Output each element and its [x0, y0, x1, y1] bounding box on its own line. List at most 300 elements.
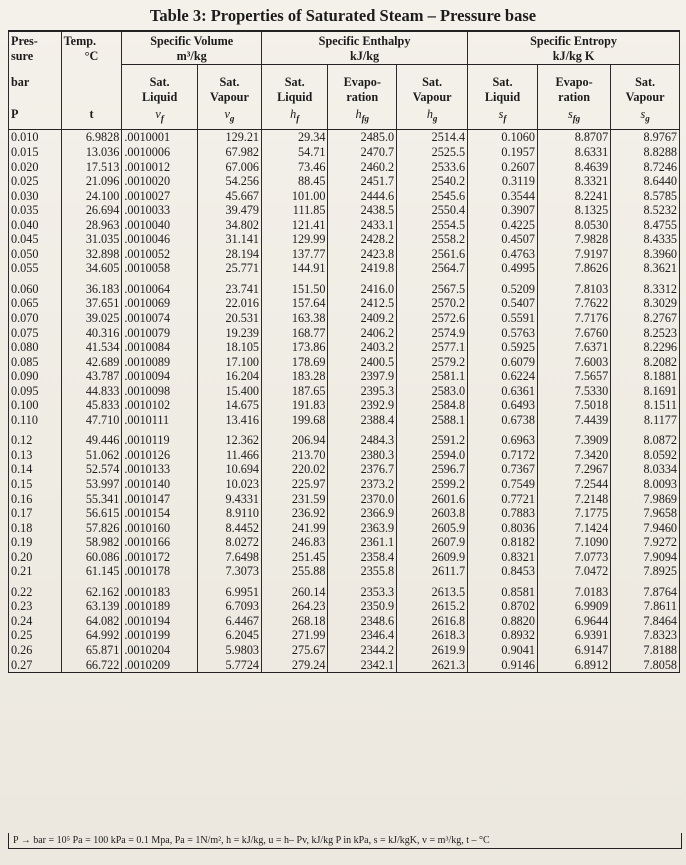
- sym-hf: $h_f$: [262, 105, 328, 130]
- sv-unit: m³/kg: [176, 49, 207, 63]
- cell-sf: 0.5209: [468, 282, 538, 297]
- table-row: [9, 521, 680, 536]
- cell-hg: 2621.3: [397, 658, 468, 673]
- cell-hg: 2525.5: [397, 145, 468, 160]
- cell-hfg: 2353.3: [328, 585, 397, 600]
- cell-hf: 178.69: [262, 355, 328, 370]
- table-row: [9, 614, 680, 629]
- cell-vg: 31.141: [197, 232, 261, 247]
- cell-t: 42.689: [61, 355, 122, 370]
- cell-sf: 0.3907: [468, 203, 538, 218]
- cell-p: 0.16: [9, 492, 62, 507]
- cell-t: 17.513: [61, 160, 122, 175]
- cell-p: 0.110: [9, 413, 62, 428]
- cell-hf: 241.99: [262, 521, 328, 536]
- cell-sf: 0.4225: [468, 218, 538, 233]
- cell-vg: 8.9110: [197, 506, 261, 521]
- cell-sfg: 8.4639: [537, 160, 610, 175]
- cell-p: 0.21: [9, 564, 62, 579]
- cell-hg: 2618.3: [397, 628, 468, 643]
- cell-hfg: 2433.1: [328, 218, 397, 233]
- cell-t: 37.651: [61, 296, 122, 311]
- cell-sfg: 7.4439: [537, 413, 610, 428]
- cell-t: 26.694: [61, 203, 122, 218]
- cell-p: 0.030: [9, 189, 62, 204]
- cell-sfg: 6.9909: [537, 599, 610, 614]
- cell-sg: 8.7246: [611, 160, 680, 175]
- cell-hf: 111.85: [262, 203, 328, 218]
- cell-hg: 2584.8: [397, 398, 468, 413]
- cell-hfg: 2348.6: [328, 614, 397, 629]
- cell-hg: 2603.8: [397, 506, 468, 521]
- se-unit: kJ/kg: [349, 49, 380, 63]
- cell-vg: 129.21: [197, 130, 261, 145]
- cell-sfg: 7.5330: [537, 384, 610, 399]
- cell-hf: 187.65: [262, 384, 328, 399]
- cell-t: 65.871: [61, 643, 122, 658]
- table-row: [9, 326, 680, 341]
- cell-vg: 8.0272: [197, 535, 261, 550]
- cell-hfg: 2423.8: [328, 247, 397, 262]
- temp-header: Temp.: [61, 31, 122, 49]
- cell-hfg: 2403.2: [328, 340, 397, 355]
- cell-hf: 168.77: [262, 326, 328, 341]
- cell-vg: 19.239: [197, 326, 261, 341]
- cell-sf: 0.5591: [468, 311, 538, 326]
- cell-sfg: 7.7176: [537, 311, 610, 326]
- sym-vf: $v_f$: [122, 105, 198, 130]
- cell-sf: 0.8182: [468, 535, 538, 550]
- cell-t: 39.025: [61, 311, 122, 326]
- table-row: [9, 585, 680, 600]
- cell-hfg: 2388.4: [328, 413, 397, 428]
- cell-vg: 13.416: [197, 413, 261, 428]
- temp-unit: °C: [61, 49, 122, 64]
- cell-sf: 0.7172: [468, 448, 538, 463]
- table-row: [9, 628, 680, 643]
- cell-sf: 0.6493: [468, 398, 538, 413]
- cell-p: 0.22: [9, 585, 62, 600]
- cell-hf: 173.86: [262, 340, 328, 355]
- cell-hf: 260.14: [262, 585, 328, 600]
- pressure-symbol: P: [9, 105, 62, 130]
- cell-p: 0.015: [9, 145, 62, 160]
- cell-t: 31.035: [61, 232, 122, 247]
- cell-sfg: 7.8626: [537, 261, 610, 276]
- cell-hf: 255.88: [262, 564, 328, 579]
- table-row: [9, 232, 680, 247]
- cell-hf: 183.28: [262, 369, 328, 384]
- cell-hf: 129.99: [262, 232, 328, 247]
- cell-hfg: 2366.9: [328, 506, 397, 521]
- table-row: [9, 355, 680, 370]
- cell-hf: 121.41: [262, 218, 328, 233]
- cell-sg: 8.0872: [611, 433, 680, 448]
- cell-vg: 5.7724: [197, 658, 261, 673]
- cell-sfg: 7.7622: [537, 296, 610, 311]
- cell-vf: .0010102: [122, 398, 198, 413]
- cell-t: 21.096: [61, 174, 122, 189]
- cell-sf: 0.9041: [468, 643, 538, 658]
- cell-sf: 0.6224: [468, 369, 538, 384]
- cell-vf: .0010172: [122, 550, 198, 565]
- cell-t: 64.992: [61, 628, 122, 643]
- cell-hfg: 2342.1: [328, 658, 397, 673]
- cell-sfg: 7.2148: [537, 492, 610, 507]
- cell-vg: 39.479: [197, 203, 261, 218]
- table-row: [9, 384, 680, 399]
- table-row: [9, 203, 680, 218]
- cell-sf: 0.5407: [468, 296, 538, 311]
- cell-t: 49.446: [61, 433, 122, 448]
- cell-t: 24.100: [61, 189, 122, 204]
- table-row: [9, 247, 680, 262]
- cell-sf: 0.6361: [468, 384, 538, 399]
- temp-symbol: t: [61, 105, 122, 130]
- cell-sf: 0.6963: [468, 433, 538, 448]
- cell-sg: 7.9094: [611, 550, 680, 565]
- cell-vg: 6.9951: [197, 585, 261, 600]
- cell-vg: 25.771: [197, 261, 261, 276]
- cell-vg: 8.4452: [197, 521, 261, 536]
- cell-p: 0.070: [9, 311, 62, 326]
- cell-t: 62.162: [61, 585, 122, 600]
- cell-vf: .0010098: [122, 384, 198, 399]
- cell-sg: 7.9272: [611, 535, 680, 550]
- cell-hg: 2514.4: [397, 130, 468, 145]
- cell-sg: 8.3312: [611, 282, 680, 297]
- cell-sg: 8.0093: [611, 477, 680, 492]
- cell-hfg: 2451.7: [328, 174, 397, 189]
- cell-sfg: 7.1090: [537, 535, 610, 550]
- cell-hfg: 2397.9: [328, 369, 397, 384]
- cell-vg: 10.023: [197, 477, 261, 492]
- table-row: [9, 130, 680, 145]
- cell-sf: 0.3119: [468, 174, 538, 189]
- cell-hg: 2574.9: [397, 326, 468, 341]
- cell-t: 34.605: [61, 261, 122, 276]
- cell-sf: 0.4763: [468, 247, 538, 262]
- table-row: [9, 296, 680, 311]
- cell-sf: 0.1060: [468, 130, 538, 145]
- cell-sf: 0.8932: [468, 628, 538, 643]
- cell-hfg: 2370.0: [328, 492, 397, 507]
- cell-sf: 0.8321: [468, 550, 538, 565]
- cell-sg: 8.2523: [611, 326, 680, 341]
- cell-p: 0.045: [9, 232, 62, 247]
- cell-vg: 18.105: [197, 340, 261, 355]
- cell-sg: 7.8323: [611, 628, 680, 643]
- cell-hg: 2596.7: [397, 462, 468, 477]
- cell-vg: 67.006: [197, 160, 261, 175]
- table-row: [9, 340, 680, 355]
- cell-vf: .0010046: [122, 232, 198, 247]
- cell-sf: 0.9146: [468, 658, 538, 673]
- cell-hfg: 2485.0: [328, 130, 397, 145]
- cell-hg: 2533.6: [397, 160, 468, 175]
- cell-hg: 2594.0: [397, 448, 468, 463]
- cell-hg: 2545.6: [397, 189, 468, 204]
- cell-hg: 2615.2: [397, 599, 468, 614]
- table-row: [9, 550, 680, 565]
- cell-hf: 73.46: [262, 160, 328, 175]
- col-sen-vapour: Sat. Vapour: [611, 65, 680, 106]
- cell-hfg: 2409.2: [328, 311, 397, 326]
- cell-sf: 0.8581: [468, 585, 538, 600]
- cell-vg: 5.9803: [197, 643, 261, 658]
- table-row: [9, 413, 680, 428]
- cell-hg: 2616.8: [397, 614, 468, 629]
- cell-p: 0.20: [9, 550, 62, 565]
- specific-entropy-header: [468, 31, 680, 65]
- cell-hf: 264.23: [262, 599, 328, 614]
- cell-vf: .0010020: [122, 174, 198, 189]
- cell-hg: 2601.6: [397, 492, 468, 507]
- table-row: [9, 311, 680, 326]
- cell-vg: 67.982: [197, 145, 261, 160]
- cell-p: 0.075: [9, 326, 62, 341]
- cell-hg: 2607.9: [397, 535, 468, 550]
- cell-p: 0.095: [9, 384, 62, 399]
- cell-hfg: 2358.4: [328, 550, 397, 565]
- cell-sfg: 8.1325: [537, 203, 610, 218]
- cell-hfg: 2376.7: [328, 462, 397, 477]
- cell-hf: 246.83: [262, 535, 328, 550]
- cell-sg: 8.2296: [611, 340, 680, 355]
- cell-sf: 0.6738: [468, 413, 538, 428]
- steam-table: [8, 30, 680, 673]
- cell-sg: 8.0334: [611, 462, 680, 477]
- cell-vg: 14.675: [197, 398, 261, 413]
- cell-vg: 17.100: [197, 355, 261, 370]
- cell-sfg: 7.2967: [537, 462, 610, 477]
- cell-hfg: 2416.0: [328, 282, 397, 297]
- sym-sg: $s_g$: [611, 105, 680, 130]
- cell-sfg: 8.8707: [537, 130, 610, 145]
- col-sen-evap: Evapo- ration: [537, 65, 610, 106]
- cell-sg: 7.8188: [611, 643, 680, 658]
- cell-hfg: 2460.2: [328, 160, 397, 175]
- sym-vg: $v_g$: [197, 105, 261, 130]
- cell-vg: 23.741: [197, 282, 261, 297]
- cell-p: 0.25: [9, 628, 62, 643]
- cell-p: 0.15: [9, 477, 62, 492]
- cell-sg: 8.5785: [611, 189, 680, 204]
- cell-hg: 2554.5: [397, 218, 468, 233]
- cell-t: 40.316: [61, 326, 122, 341]
- sen-unit: kJ/kg K: [552, 49, 595, 63]
- cell-sg: 7.8058: [611, 658, 680, 673]
- cell-p: 0.080: [9, 340, 62, 355]
- table-body: [9, 130, 680, 673]
- cell-vf: .0010154: [122, 506, 198, 521]
- cell-p: 0.27: [9, 658, 62, 673]
- cell-sfg: 7.3909: [537, 433, 610, 448]
- cell-sfg: 7.6760: [537, 326, 610, 341]
- cell-sfg: 8.6331: [537, 145, 610, 160]
- cell-vf: .0010052: [122, 247, 198, 262]
- cell-hfg: 2412.5: [328, 296, 397, 311]
- table-row: [9, 492, 680, 507]
- cell-hfg: 2444.6: [328, 189, 397, 204]
- cell-hg: 2577.1: [397, 340, 468, 355]
- cell-sfg: 7.2544: [537, 477, 610, 492]
- cell-vg: 7.3073: [197, 564, 261, 579]
- cell-hf: 29.34: [262, 130, 328, 145]
- cell-sfg: 8.2241: [537, 189, 610, 204]
- sv-title: Specific Volume: [150, 34, 234, 48]
- cell-t: 51.062: [61, 448, 122, 463]
- cell-sf: 0.7883: [468, 506, 538, 521]
- table-row: [9, 477, 680, 492]
- cell-vf: .0010160: [122, 521, 198, 536]
- cell-vf: .0010147: [122, 492, 198, 507]
- cell-hg: 2591.2: [397, 433, 468, 448]
- table-row: [9, 398, 680, 413]
- cell-t: 55.341: [61, 492, 122, 507]
- col-se-evap: Evapo- ration: [328, 65, 397, 106]
- cell-hg: 2558.2: [397, 232, 468, 247]
- cell-hfg: 2392.9: [328, 398, 397, 413]
- cell-hf: 213.70: [262, 448, 328, 463]
- cell-t: 56.615: [61, 506, 122, 521]
- pressure-unit: bar: [9, 65, 62, 106]
- cell-sf: 0.8036: [468, 521, 538, 536]
- cell-sfg: 6.9147: [537, 643, 610, 658]
- cell-vg: 54.256: [197, 174, 261, 189]
- cell-hfg: 2400.5: [328, 355, 397, 370]
- cell-vf: .0010089: [122, 355, 198, 370]
- cell-t: 43.787: [61, 369, 122, 384]
- cell-t: 63.139: [61, 599, 122, 614]
- cell-sf: 0.7367: [468, 462, 538, 477]
- cell-sg: 7.9869: [611, 492, 680, 507]
- cell-sf: 0.5763: [468, 326, 538, 341]
- cell-vg: 12.362: [197, 433, 261, 448]
- cell-sg: 8.3029: [611, 296, 680, 311]
- cell-hf: 236.92: [262, 506, 328, 521]
- cell-hf: 268.18: [262, 614, 328, 629]
- col-sen-liquid: Sat. Liquid: [468, 65, 538, 106]
- cell-sg: 8.0592: [611, 448, 680, 463]
- cell-p: 0.060: [9, 282, 62, 297]
- cell-sg: 8.1177: [611, 413, 680, 428]
- cell-sfg: 6.8912: [537, 658, 610, 673]
- cell-sf: 0.8453: [468, 564, 538, 579]
- cell-sg: 8.1881: [611, 369, 680, 384]
- col-sv-liquid: Sat. Liquid: [122, 65, 198, 106]
- cell-sfg: 8.3321: [537, 174, 610, 189]
- cell-t: 36.183: [61, 282, 122, 297]
- cell-sfg: 7.8103: [537, 282, 610, 297]
- cell-hf: 271.99: [262, 628, 328, 643]
- cell-t: 52.574: [61, 462, 122, 477]
- table-row: [9, 599, 680, 614]
- cell-p: 0.12: [9, 433, 62, 448]
- cell-sg: 7.9460: [611, 521, 680, 536]
- cell-vg: 10.694: [197, 462, 261, 477]
- table-row: [9, 658, 680, 673]
- cell-hf: 151.50: [262, 282, 328, 297]
- cell-sf: 0.5925: [468, 340, 538, 355]
- cell-sfg: 7.9828: [537, 232, 610, 247]
- cell-hg: 2613.5: [397, 585, 468, 600]
- cell-sg: 8.9767: [611, 130, 680, 145]
- cell-p: 0.085: [9, 355, 62, 370]
- cell-hf: 225.97: [262, 477, 328, 492]
- cell-sfg: 7.0773: [537, 550, 610, 565]
- table-row: [9, 462, 680, 477]
- cell-hg: 2579.2: [397, 355, 468, 370]
- cell-p: 0.14: [9, 462, 62, 477]
- cell-p: 0.020: [9, 160, 62, 175]
- cell-hf: 191.83: [262, 398, 328, 413]
- cell-vf: .0010058: [122, 261, 198, 276]
- cell-p: 0.17: [9, 506, 62, 521]
- cell-sfg: 7.6003: [537, 355, 610, 370]
- cell-sfg: 7.1775: [537, 506, 610, 521]
- cell-vf: .0010178: [122, 564, 198, 579]
- cell-hf: 157.64: [262, 296, 328, 311]
- cell-hf: 231.59: [262, 492, 328, 507]
- cell-vg: 22.016: [197, 296, 261, 311]
- cell-sfg: 7.6371: [537, 340, 610, 355]
- cell-sg: 7.8764: [611, 585, 680, 600]
- cell-p: 0.025: [9, 174, 62, 189]
- table-row: [9, 160, 680, 175]
- cell-vg: 11.466: [197, 448, 261, 463]
- cell-hf: 275.67: [262, 643, 328, 658]
- cell-vg: 34.802: [197, 218, 261, 233]
- cell-sg: 8.4335: [611, 232, 680, 247]
- units-footnote: P → bar = 10⁵ Pa = 100 kPa = 0.1 Mpa, Pa = 1N/m², h = kJ/kg, u = h– Pv, kJ/kg P in kPa, s = kJ/kgK, v = m³/kg, t – °C: [8, 833, 682, 849]
- cell-hfg: 2470.7: [328, 145, 397, 160]
- cell-hg: 2561.6: [397, 247, 468, 262]
- cell-vg: 9.4331: [197, 492, 261, 507]
- cell-t: 32.898: [61, 247, 122, 262]
- cell-sfg: 7.3420: [537, 448, 610, 463]
- cell-hfg: 2406.2: [328, 326, 397, 341]
- cell-hg: 2570.2: [397, 296, 468, 311]
- cell-sfg: 8.0530: [537, 218, 610, 233]
- table-row: [9, 433, 680, 448]
- cell-sg: 8.2082: [611, 355, 680, 370]
- cell-p: 0.24: [9, 614, 62, 629]
- cell-t: 45.833: [61, 398, 122, 413]
- cell-vg: 20.531: [197, 311, 261, 326]
- cell-hfg: 2363.9: [328, 521, 397, 536]
- cell-t: 28.963: [61, 218, 122, 233]
- cell-hfg: 2484.3: [328, 433, 397, 448]
- sym-hg: $h_g$: [397, 105, 468, 130]
- cell-hg: 2611.7: [397, 564, 468, 579]
- cell-hfg: 2428.2: [328, 232, 397, 247]
- table-row: [9, 189, 680, 204]
- sym-hfg: $h_{fg}$: [328, 105, 397, 130]
- cell-sfg: 7.0183: [537, 585, 610, 600]
- cell-hf: 206.94: [262, 433, 328, 448]
- cell-hg: 2605.9: [397, 521, 468, 536]
- col-se-liquid: Sat. Liquid: [262, 65, 328, 106]
- cell-hfg: 2346.4: [328, 628, 397, 643]
- cell-vf: .0010126: [122, 448, 198, 463]
- cell-p: 0.19: [9, 535, 62, 550]
- cell-p: 0.050: [9, 247, 62, 262]
- sym-sfg: $s_{fg}$: [537, 105, 610, 130]
- table-title: Table 3: Properties of Saturated Steam – Pressure base: [149, 6, 537, 25]
- pressure-header: Pres-: [9, 31, 62, 49]
- cell-vf: .0010074: [122, 311, 198, 326]
